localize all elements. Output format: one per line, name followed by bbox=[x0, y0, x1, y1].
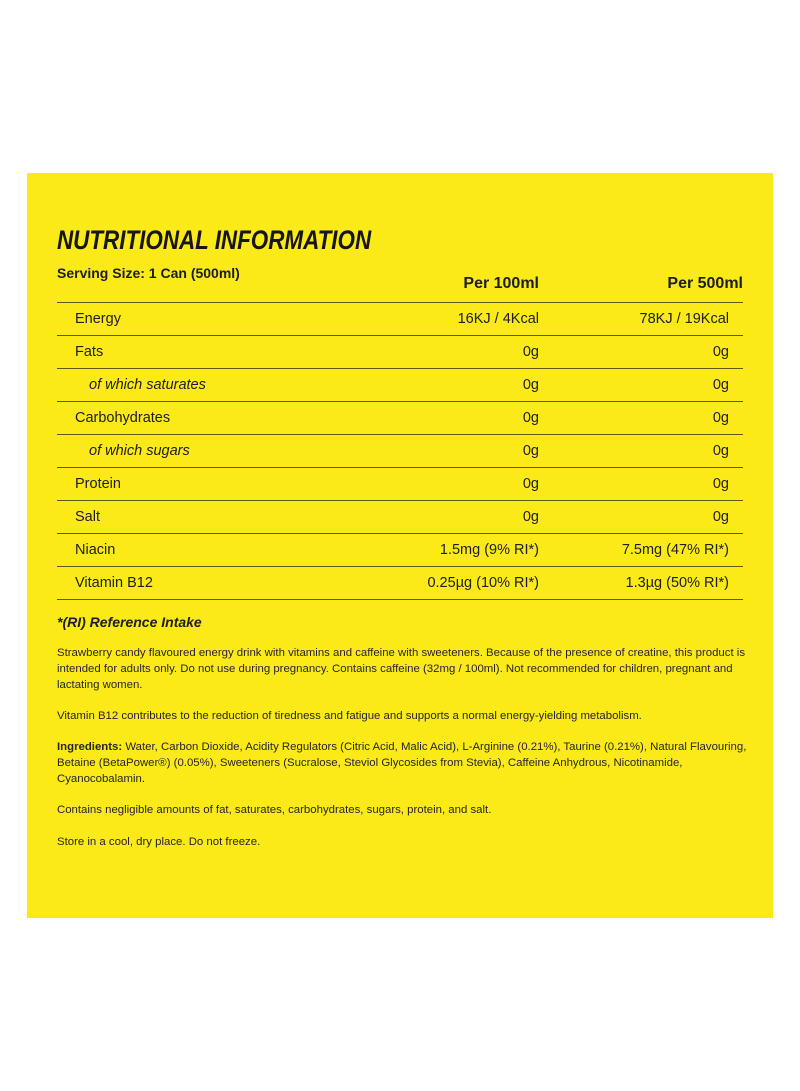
row-value-per-100ml: 0g bbox=[522, 476, 539, 492]
ingredients-list: Water, Carbon Dioxide, Acidity Regulators (Citric Acid, Malic Acid), L-Arginine (0.21%), Taurine (0.21%), Natural Flavouring, Betaine (BetaPower®) (0.05%), Sweeteners (Sucralose, Steviol Glycosides from Stevia), Caffeine Anhydrous, Nicotinamide, Cyanocobalamin. bbox=[57, 741, 747, 785]
row-value-per-100ml: 1.5mg (9% RI*) bbox=[439, 542, 539, 558]
row-label: of which saturates bbox=[89, 377, 206, 393]
column-header-per-500ml: Per 500ml bbox=[667, 275, 743, 292]
row-label: Niacin bbox=[75, 542, 116, 558]
product-description: Strawberry candy flavoured energy drink with vitamins and caffeine with sweeteners. Because of the presence of creatine, this product is intended for adults only. Do not use during pregnancy. Contains caffeine (32mg / 100ml). Not recommended for children, pregnant and lactating women. bbox=[57, 647, 746, 691]
row-value-per-500ml: 0g bbox=[712, 410, 729, 426]
row-value-per-500ml: 1.3µg (50% RI*) bbox=[625, 575, 729, 591]
reference-intake-note: *(RI) Reference Intake bbox=[57, 614, 202, 630]
row-value-per-500ml: 7.5mg (47% RI*) bbox=[621, 542, 729, 558]
row-value-per-100ml: 0g bbox=[522, 443, 539, 459]
row-label: Fats bbox=[75, 344, 104, 360]
ingredients-label: Ingredients: bbox=[57, 741, 123, 753]
row-value-per-500ml: 0g bbox=[712, 344, 729, 360]
row-label: Salt bbox=[75, 509, 100, 525]
row-label: of which sugars bbox=[89, 443, 190, 459]
row-label: Carbohydrates bbox=[75, 410, 171, 426]
nutrition-panel bbox=[27, 173, 773, 918]
row-label: Energy bbox=[75, 311, 121, 327]
table-row bbox=[57, 335, 743, 368]
table-row bbox=[57, 434, 743, 467]
ingredients-paragraph bbox=[57, 739, 747, 787]
row-value-per-100ml: 0g bbox=[522, 509, 539, 525]
serving-size: Serving Size: 1 Can (500ml) bbox=[57, 265, 240, 281]
page-title: NUTRITIONAL INFORMATION bbox=[57, 225, 372, 255]
row-value-per-100ml: 0g bbox=[522, 377, 539, 393]
table-row bbox=[57, 500, 743, 533]
table-row bbox=[57, 401, 743, 434]
b12-claim: Vitamin B12 contributes to the reduction of tiredness and fatigue and supports a normal energy-yielding metabolism. bbox=[57, 710, 642, 722]
row-label: Protein bbox=[75, 476, 121, 492]
row-label: Vitamin B12 bbox=[75, 575, 153, 591]
storage-instructions: Store in a cool, dry place. Do not freeze. bbox=[57, 836, 261, 848]
row-value-per-500ml: 0g bbox=[712, 443, 729, 459]
row-value-per-500ml: 0g bbox=[712, 377, 729, 393]
column-header-per-100ml: Per 100ml bbox=[463, 275, 539, 292]
table-row bbox=[57, 566, 743, 600]
row-value-per-100ml: 0g bbox=[522, 410, 539, 426]
row-value-per-500ml: 0g bbox=[712, 476, 729, 492]
row-value-per-500ml: 0g bbox=[712, 509, 729, 525]
table-row bbox=[57, 368, 743, 401]
table-row bbox=[57, 533, 743, 566]
negligible-amounts-note: Contains negligible amounts of fat, saturates, carbohydrates, sugars, protein, and salt. bbox=[57, 804, 492, 816]
row-value-per-100ml: 16KJ / 4Kcal bbox=[457, 311, 539, 327]
row-value-per-100ml: 0g bbox=[522, 344, 539, 360]
table-row bbox=[57, 302, 743, 335]
nutrition-table bbox=[57, 302, 743, 600]
table-row bbox=[57, 467, 743, 500]
row-value-per-100ml: 0.25µg (10% RI*) bbox=[427, 575, 539, 591]
row-value-per-500ml: 78KJ / 19Kcal bbox=[639, 311, 729, 327]
